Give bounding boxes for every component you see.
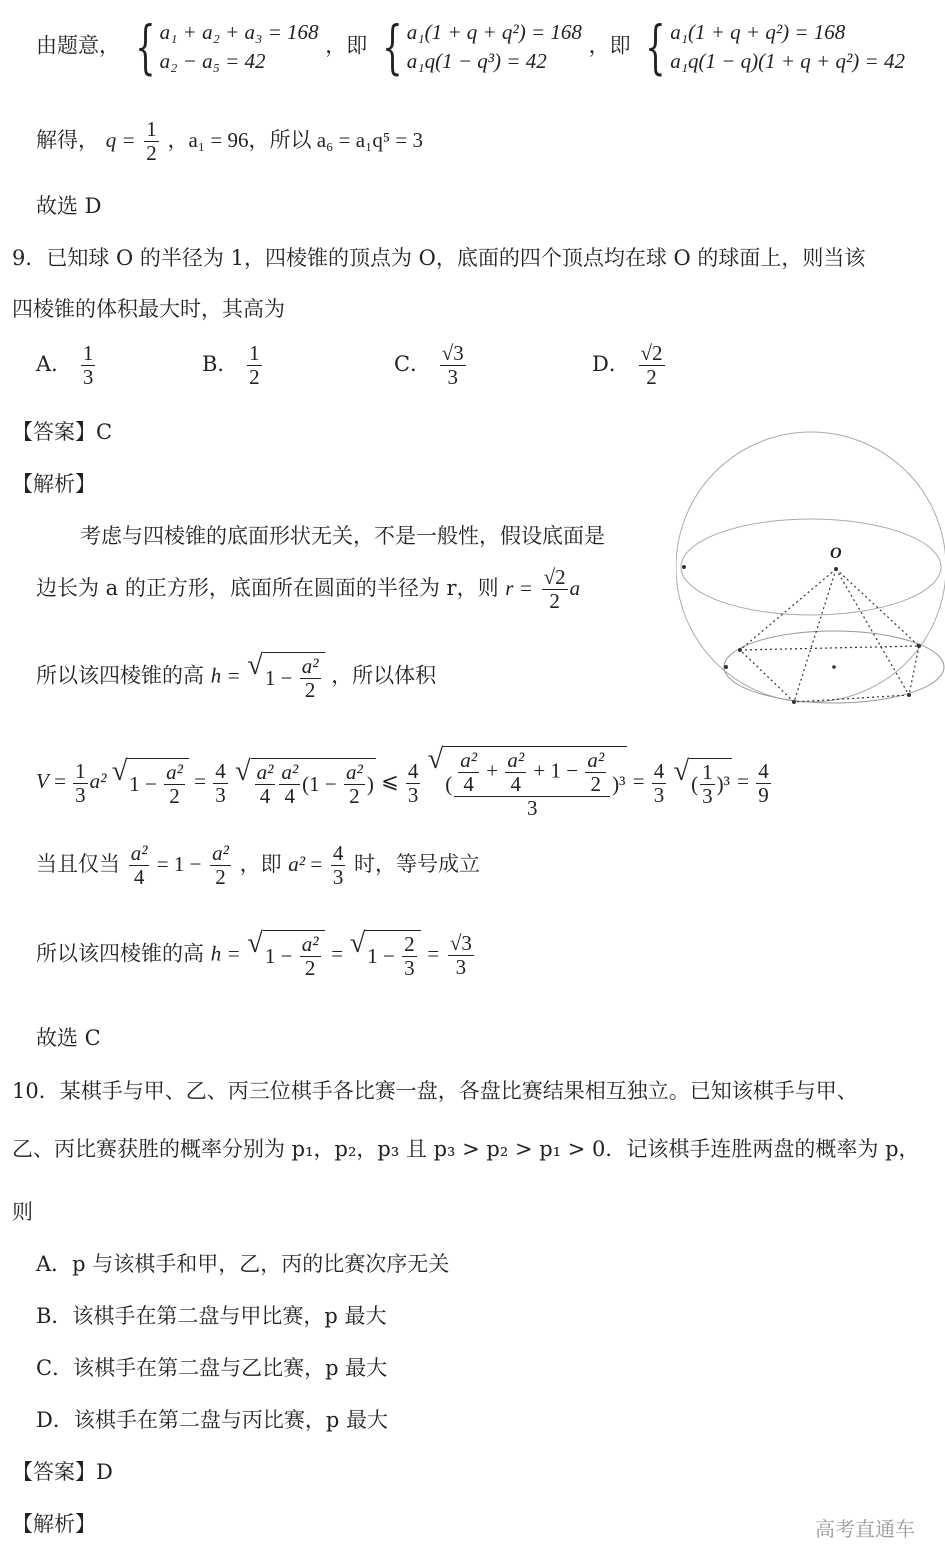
q10-option-d: D．该棋手在第二盘与丙比赛，p 最大 [36,1408,388,1432]
q9-text5: 当且仅当 $\frac{\text{a²}}{4}$ = 1 − $\frac{\text{a²}}{2}$ ，即 a² = $\frac{4}{3}$ 时，等号成立 [36,841,481,890]
q10-answer: 【答案】D [12,1460,113,1484]
system-3: { a₁(1 + q + q²) = 168 a₁q(1 − q)(1 + q + q²) = 42 [645,13,905,81]
q9-stem-line2: 四棱锥的体积最大时，其高为 [12,297,285,321]
prev-choice: 故选 D [36,194,102,218]
q10-option-b: B．该棋手在第二盘与甲比赛，p 最大 [36,1304,387,1328]
q9-choice: 故选 C [36,1026,101,1050]
q10-stem-line1: 10．某棋手与甲、乙、丙三位棋手各比赛一盘，各盘比赛结果相互独立。已知该棋手与甲、 [12,1079,858,1103]
q-fraction: $\frac{1}{2}$ [146,117,157,166]
q9-text2: 边长为 a 的正方形，底面所在圆面的半径为 r，则 r = $\frac{√2}{2}$ a [36,565,581,614]
q9-analysis-heading: 【解析】 [12,472,96,496]
q9-option-c: C． $\frac{√3}{3}$ [394,341,464,390]
q9-option-d: D． $\frac{√2}{2}$ [592,341,663,390]
q9-stem-line1: 9．已知球 O 的半径为 1，四棱锥的顶点为 O，底面的四个顶点均在球 O 的球面上，则当该 [12,246,866,270]
sphere-equator [681,519,941,615]
q10-option-c: C．该棋手在第二盘与乙比赛，p 最大 [36,1356,388,1380]
q9-text6: 所以该四棱锥的高 h = √ 1 − $\frac{\text{a²}}{2}$ = √ 1 − $\frac{2}{3}$ = $\frac{√3}{3}$ [36,928,472,981]
sphere-pyramid-figure [676,412,945,722]
prev-derivation: 由题意， { a₁ + a₂ + a₃ = 168 a₂ − a₅ = 42 ，即 { a₁(1 + q + q²) = 168 a₁q(1 − q³) = 42 ，即 { a₁(1 + q + q²) = 168 a₁q(1 − q)(1 + q + q²) = 42 [36,13,905,81]
q10-option-a: A．p 与该棋手和甲，乙，丙的比赛次序无关 [36,1252,450,1276]
watermark: 高考直通车 [815,1517,915,1541]
q9-text1: 考虑与四棱锥的底面形状无关，不是一般性，假设底面是 [80,524,605,548]
sphere-outline [676,432,945,702]
q9-answer: 【答案】C [12,420,113,444]
q10-stem-line2: 乙、丙比赛获胜的概率分别为 p₁，p₂，p₃ 且 p₃ > p₂ > p₁ > 0．记该棋手连胜两盘的概率为 p， [12,1137,920,1161]
point-o-label: O [830,545,842,562]
q10-stem-line3: 则 [12,1200,33,1224]
prev-solution: 解得， q = $\frac{1}{2}$ ，a₁ = 96，所以 a₆ = a₁q⁵ = 3 [36,117,424,166]
q9-option-a: A． $\frac{1}{3}$ [36,341,94,390]
system-1: { a₁ + a₂ + a₃ = 168 a₂ − a₅ = 42 [134,13,319,81]
q9-option-b: B． $\frac{1}{2}$ [202,341,260,390]
q9-text3: 所以该四棱锥的高 h = √ 1 − $\frac{\text{a²}}{2}$ ，所以体积 [36,650,437,703]
q10-analysis-heading: 【解析】 [12,1512,96,1536]
system-2: { a₁(1 + q + q²) = 168 a₁q(1 − q³) = 42 [382,13,582,81]
q9-volume-equation: V = $\frac{1}{3}$ a² √ 1 − $\frac{\text{a²}}{2}$ = $\frac{4}{3}$ √ $\frac{\text{a²}}{4}$ $\frac{\text{a²}}{4}$ (1 − $\frac{\text{a²}}{2}$ ) ⩽ $\frac{4}{3}$ √ ( $\frac{\text{a²}}{4}$ + $\frac{\text{a²}}{4}$ + 1 − $\frac{\text{a²}}{2}$ 3 )³ = $\frac{4}{3}$ √ ( $\frac{1}{3}$ )³ = $\frac{4}{9}$ [36,744,769,821]
